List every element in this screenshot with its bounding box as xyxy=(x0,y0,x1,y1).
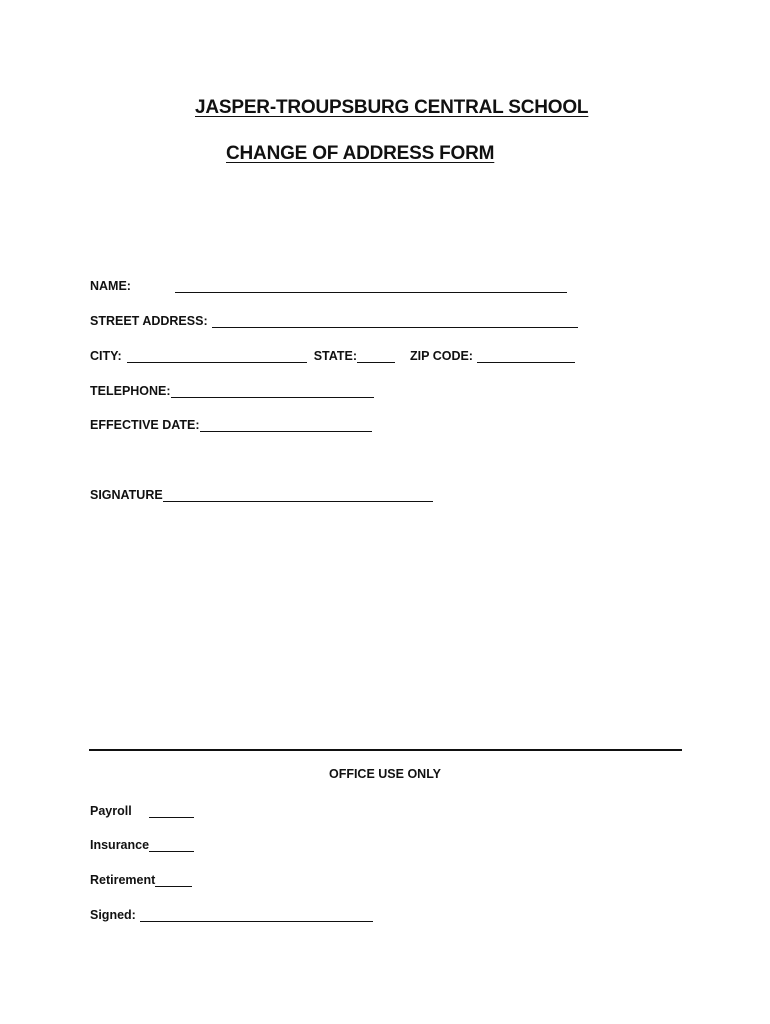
retirement-label: Retirement xyxy=(90,873,156,887)
retirement-blank[interactable] xyxy=(155,874,192,887)
zip-code-blank[interactable] xyxy=(477,350,575,363)
effective-date-blank[interactable] xyxy=(200,419,372,432)
street-address-blank[interactable] xyxy=(212,315,578,328)
state-blank[interactable] xyxy=(357,350,395,363)
school-name-heading: JASPER-TROUPSBURG CENTRAL SCHOOL xyxy=(195,97,589,118)
signed-row xyxy=(90,906,373,922)
signature-label: SIGNATURE xyxy=(90,488,163,502)
city-state-zip-row xyxy=(90,347,575,363)
name-row xyxy=(90,277,567,293)
city-label: CITY: xyxy=(90,349,122,363)
signature-row xyxy=(90,486,433,502)
payroll-blank[interactable] xyxy=(149,805,194,818)
insurance-label: Insurance xyxy=(90,838,150,852)
telephone-row xyxy=(90,382,374,398)
name-label: NAME: xyxy=(90,279,131,293)
zip-code-label: ZIP CODE: xyxy=(410,349,473,363)
payroll-row xyxy=(90,802,194,818)
effective-date-row xyxy=(90,416,372,432)
street-address-row xyxy=(90,312,578,328)
state-label: STATE: xyxy=(313,349,357,363)
retirement-row xyxy=(90,871,192,887)
insurance-blank[interactable] xyxy=(149,839,194,852)
telephone-label: TELEPHONE: xyxy=(90,384,171,398)
city-blank[interactable] xyxy=(127,350,307,363)
telephone-blank[interactable] xyxy=(171,385,374,398)
signed-label: Signed: xyxy=(90,908,136,922)
name-blank[interactable] xyxy=(175,280,567,293)
office-section-divider xyxy=(89,749,682,751)
signed-blank[interactable] xyxy=(140,909,373,922)
effective-date-label: EFFECTIVE DATE: xyxy=(90,418,200,432)
form-title: CHANGE OF ADDRESS FORM xyxy=(226,143,495,164)
street-address-label: STREET ADDRESS: xyxy=(90,314,208,328)
signature-blank[interactable] xyxy=(163,489,433,502)
office-use-heading: OFFICE USE ONLY xyxy=(328,767,442,781)
insurance-row xyxy=(90,836,194,852)
payroll-label: Payroll xyxy=(90,804,132,818)
